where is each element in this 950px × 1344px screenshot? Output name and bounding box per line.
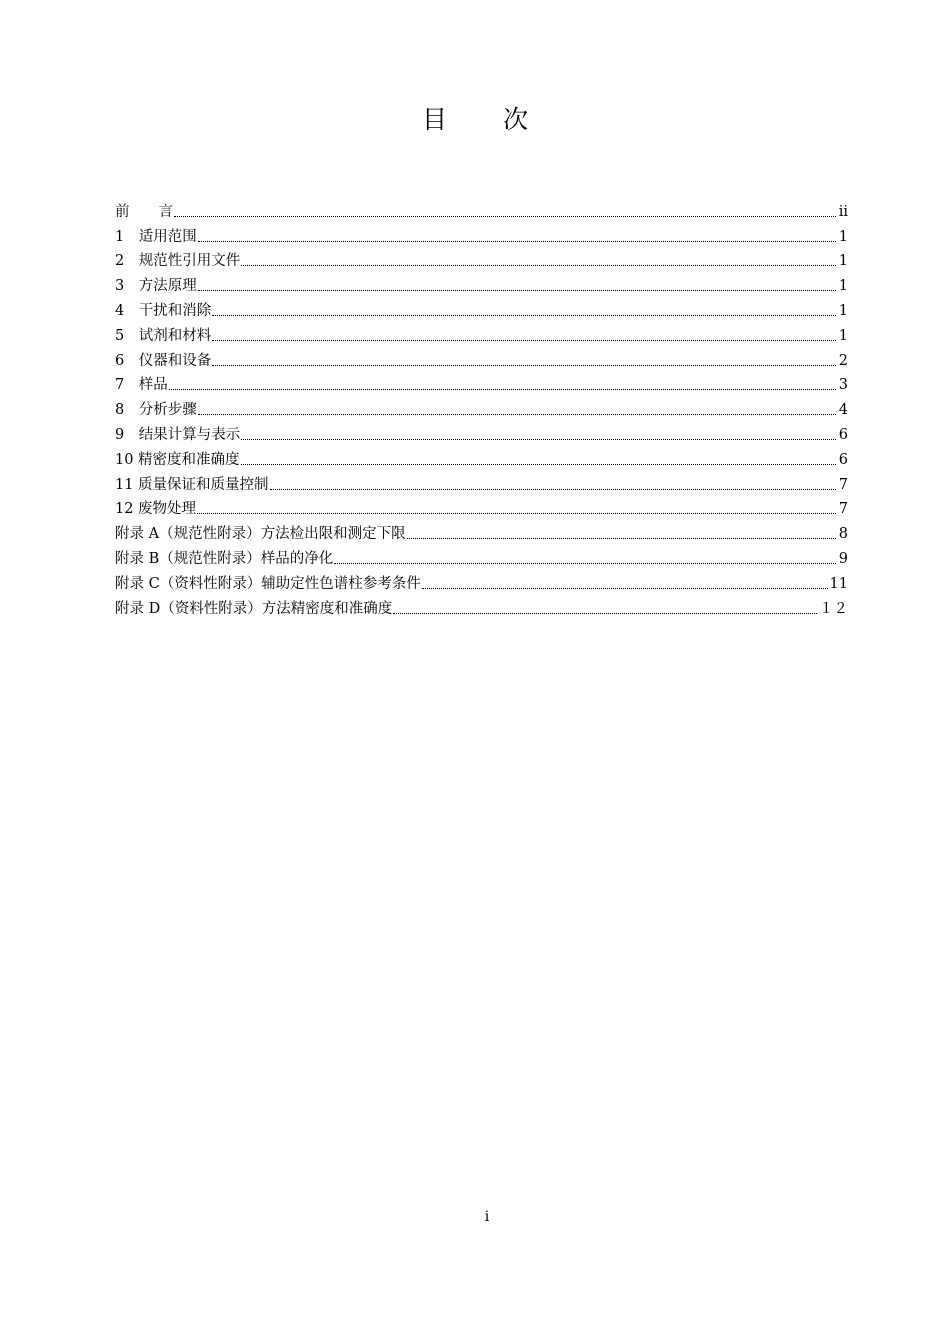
table-of-contents xyxy=(115,196,851,618)
toc-dot-leader xyxy=(422,588,828,589)
page-number: i xyxy=(484,1209,490,1225)
toc-entry-label: 3 方法原理 xyxy=(115,278,197,295)
toc-entry-page: 2 xyxy=(838,352,848,369)
page-title: 目 次 xyxy=(422,105,552,134)
toc-entry-label: 附录 B（规范性附录）样品的净化 xyxy=(115,550,334,567)
toc-dot-leader xyxy=(174,216,836,217)
toc-entry-page: 1 xyxy=(838,278,848,295)
toc-entry-label: 9 结果计算与表示 xyxy=(115,426,241,443)
toc-entry[interactable] xyxy=(115,196,851,221)
toc-dot-leader xyxy=(212,365,836,366)
toc-entry-label: 附录 A（规范性附录）方法检出限和测定下限 xyxy=(115,526,406,543)
toc-entry-page: 1 xyxy=(838,302,848,319)
toc-entry[interactable] xyxy=(115,345,851,370)
toc-entry-page: 6 xyxy=(838,451,848,468)
toc-entry-page: 6 xyxy=(838,426,848,443)
toc-dot-leader xyxy=(241,439,836,440)
toc-dot-leader xyxy=(241,265,836,266)
toc-entry-label: 附录 D（资料性附录）方法精密度和准确度 xyxy=(115,600,393,617)
toc-entry[interactable] xyxy=(115,394,851,419)
toc-entry-label: 1 适用范围 xyxy=(115,228,197,245)
toc-entry-page: 3 xyxy=(838,377,848,394)
toc-entry-page: 4 xyxy=(838,402,848,419)
toc-entry[interactable] xyxy=(115,221,851,246)
toc-dot-leader xyxy=(241,464,836,465)
toc-entry-label: 12 废物处理 xyxy=(115,501,197,518)
toc-entry[interactable] xyxy=(115,270,851,295)
toc-dot-leader xyxy=(198,241,836,242)
toc-entry-page: ii xyxy=(838,203,848,220)
toc-dot-leader xyxy=(197,513,836,514)
toc-entry-page: 1 xyxy=(838,253,848,270)
toc-entry-label: 5 试剂和材料 xyxy=(115,327,212,344)
toc-entry-page: 7 xyxy=(838,501,848,518)
toc-entry-label: 10 精密度和准确度 xyxy=(115,451,240,468)
toc-entry[interactable] xyxy=(115,295,851,320)
toc-entry[interactable] xyxy=(115,419,851,444)
toc-dot-leader xyxy=(270,489,836,490)
toc-entry-page: 1 xyxy=(838,228,848,245)
toc-dot-leader xyxy=(198,290,836,291)
toc-entry-page: 9 xyxy=(838,550,848,567)
toc-dot-leader xyxy=(407,538,836,539)
toc-entry-label: 前 言 xyxy=(115,203,173,220)
toc-entry[interactable] xyxy=(115,320,851,345)
toc-entry-label: 附录 C（资料性附录）辅助定性色谱柱参考条件 xyxy=(115,575,421,592)
toc-entry[interactable] xyxy=(115,370,851,395)
toc-entry[interactable] xyxy=(115,518,851,543)
toc-dot-leader xyxy=(169,389,836,390)
toc-entry-label: 4 干扰和消除 xyxy=(115,302,212,319)
toc-dot-leader xyxy=(198,414,836,415)
toc-entry-page: １２ xyxy=(819,600,848,617)
toc-dot-leader xyxy=(393,613,817,614)
toc-entry[interactable] xyxy=(115,543,851,568)
toc-entry[interactable] xyxy=(115,494,851,519)
toc-entry-page: 8 xyxy=(838,526,848,543)
toc-entry-page: 7 xyxy=(838,476,848,493)
toc-entry[interactable] xyxy=(115,444,851,469)
toc-entry[interactable] xyxy=(115,246,851,271)
toc-dot-leader xyxy=(334,563,836,564)
toc-entry-label: 6 仪器和设备 xyxy=(115,352,212,369)
toc-entry-page: 1 xyxy=(838,327,848,344)
toc-dot-leader xyxy=(212,340,836,341)
toc-entry[interactable] xyxy=(115,568,851,593)
toc-entry-label: 7 样品 xyxy=(115,377,168,394)
toc-entry-page: 11 xyxy=(829,575,848,592)
toc-entry[interactable] xyxy=(115,593,851,618)
toc-dot-leader xyxy=(212,315,836,316)
toc-entry-label: 8 分析步骤 xyxy=(115,402,197,419)
toc-entry[interactable] xyxy=(115,469,851,494)
toc-entry-label: 11 质量保证和质量控制 xyxy=(115,476,269,493)
toc-entry-label: 2 规范性引用文件 xyxy=(115,253,241,270)
